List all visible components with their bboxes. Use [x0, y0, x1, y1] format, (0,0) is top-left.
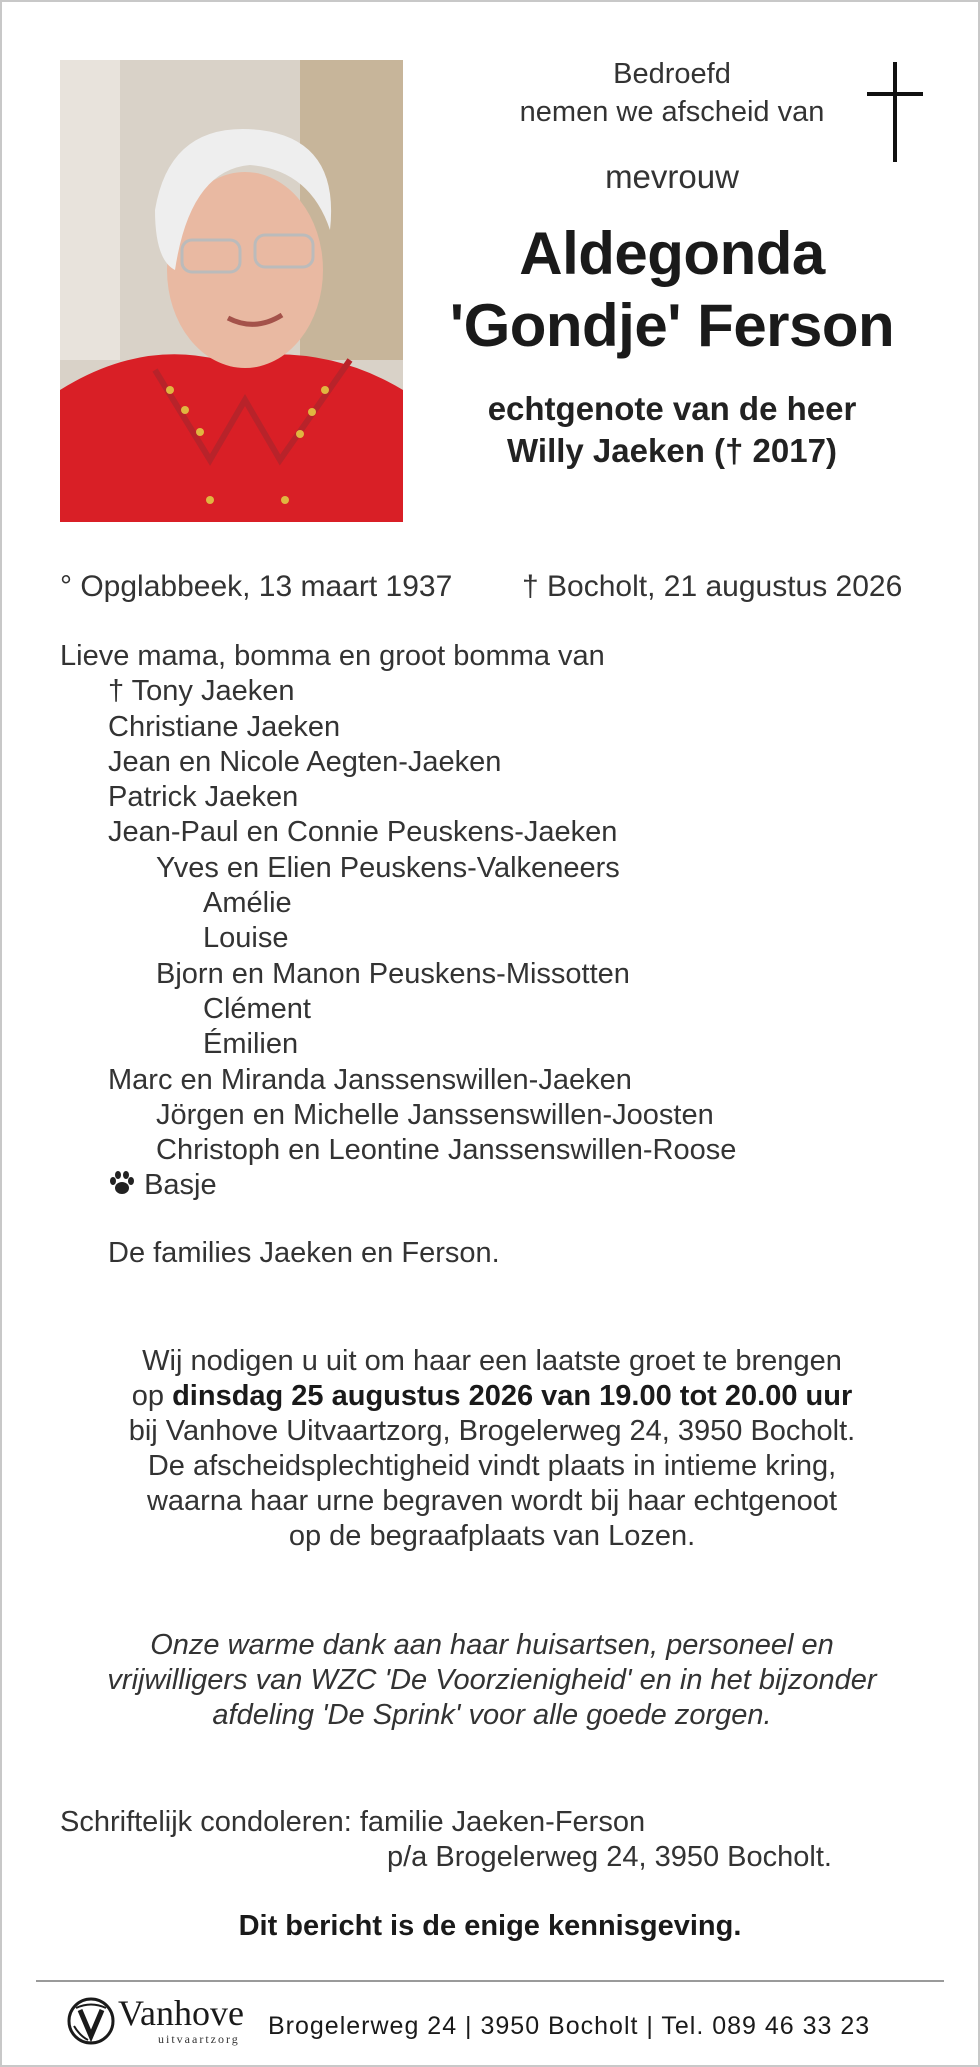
title: mevrouw — [605, 158, 739, 195]
family-list — [60, 639, 920, 1204]
visitation-time: dinsdag 25 augustus 2026 van 19.00 tot 20.00 uur — [172, 1380, 853, 1412]
deceased-name — [442, 218, 902, 362]
thanks-message — [62, 1628, 922, 1733]
logo-name: Vanhove — [118, 1993, 244, 2033]
family-member: † Tony Jaeken — [108, 675, 295, 708]
paw-icon — [108, 1170, 136, 1196]
invite-line-3: bij Vanhove Uitvaartzorg, Brogelerweg 24, 3950 Bocholt. — [128, 1415, 856, 1447]
announcement-header — [442, 54, 902, 472]
thanks-line-3: afdeling 'De Sprink' voor alle goede zorgen. — [212, 1699, 772, 1731]
invite-line-4: De afscheidsplechtigheid vindt plaats in intieme kring, — [147, 1450, 837, 1482]
pet-item — [60, 1168, 920, 1203]
family-member: Yves en Elien Peuskens-Valkeneers — [156, 851, 620, 884]
spouse-line-1: echtgenote van de heer — [487, 390, 857, 427]
death-date: † Bocholt, 21 augustus 2026 — [522, 570, 903, 603]
family-member: Louise — [203, 922, 289, 955]
family-member: Jörgen en Michelle Janssenswillen-Joosten — [156, 1098, 714, 1131]
family-member: Christoph en Leontine Janssenswillen-Roose — [156, 1134, 737, 1167]
invite-prefix: op — [131, 1380, 173, 1412]
family-intro: Lieve mama, bomma en groot bomma van — [60, 640, 605, 672]
vanhove-logo — [66, 1992, 256, 2052]
family-member: Jean en Nicole Aegten-Jaeken — [108, 745, 502, 778]
footer — [66, 1992, 946, 2052]
name-line-2: 'Gondje' Ferson — [449, 292, 895, 359]
families: De families Jaeken en Ferson. — [108, 1237, 500, 1269]
thanks-line-1: Onze warme dank aan haar huisartsen, personeel en — [150, 1629, 834, 1661]
spouse — [442, 388, 902, 472]
portrait-photo — [60, 60, 403, 522]
family-member: Amélie — [203, 887, 292, 920]
logo-subtitle: uitvaartzorg — [158, 2032, 240, 2046]
birth-date: ° Opglabbeek, 13 maart 1937 — [60, 570, 453, 603]
spouse-line-2: Willy Jaeken († 2017) — [507, 432, 837, 469]
invite-line-5: waarna haar urne begraven wordt bij haar echtgenoot — [146, 1485, 837, 1517]
logo-emblem-icon — [66, 1996, 116, 2046]
name-line-1: Aldegonda — [519, 220, 825, 287]
pet-name: Basje — [144, 1169, 217, 1202]
condolence-address: p/a Brogelerweg 24, 3950 Bocholt. — [387, 1841, 832, 1873]
notice: Dit bericht is de enige kennisgeving. — [238, 1910, 742, 1942]
family-member: Émilien — [203, 1028, 299, 1061]
invite-line-1: Wij nodigen u uit om haar een laatste groet te brengen — [142, 1345, 842, 1377]
family-member: Patrick Jaeken — [108, 781, 299, 814]
invitation — [62, 1344, 922, 1554]
invite-line-6: op de begraafplaats van Lozen. — [288, 1520, 696, 1552]
family-member: Clément — [203, 992, 311, 1025]
family-member: Bjorn en Manon Peuskens-Missotten — [156, 957, 630, 990]
intro-line-1: Bedroefd — [613, 58, 731, 90]
divider — [36, 1980, 944, 1982]
family-member: Marc en Miranda Janssenswillen-Jaeken — [108, 1063, 632, 1096]
thanks-line-2: vrijwilligers van WZC 'De Voorzienigheid' en in het bijzonder — [107, 1664, 877, 1696]
invite-line-2 — [62, 1379, 922, 1414]
family-member: Jean-Paul en Connie Peuskens-Jaeken — [108, 816, 618, 849]
condolence-line-1: Schriftelijk condoleren: familie Jaeken-Ferson — [60, 1806, 646, 1838]
condolences — [60, 1805, 920, 1875]
family-member: Christiane Jaeken — [108, 710, 341, 743]
footer-address: Brogelerweg 24 | 3950 Bocholt | Tel. 089 46 33 23 — [268, 2012, 871, 2040]
intro-line-2: nemen we afscheid van — [519, 96, 825, 128]
family-members — [60, 674, 920, 1168]
